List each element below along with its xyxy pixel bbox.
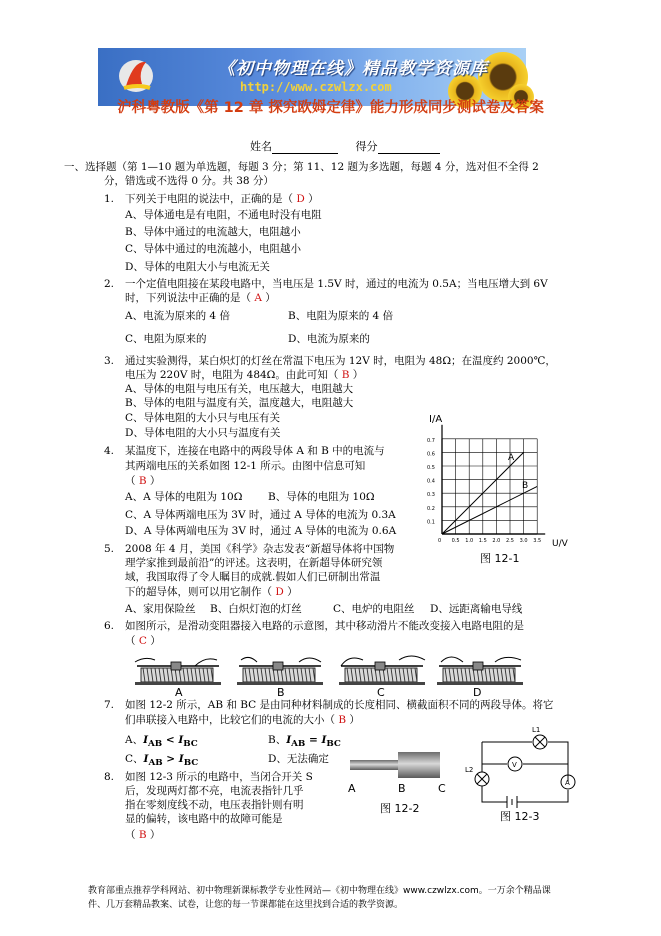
q8-stem-line-4: 显的偏转，该电路中的故障可能是: [125, 813, 283, 825]
footer-line-1: 教育部重点推荐学科网站、初中物理新课标教学专业性网站—《初中物理在线》www.czwlzx.com。一万余个精品课: [88, 886, 551, 896]
q3-option-b: B、导体的电阻与温度有关，温度越大，电阻越大: [125, 397, 354, 409]
q1-number: 1.: [104, 193, 115, 205]
q7-option-c: C、$I_{AB} > I_{BC}$: [125, 753, 199, 769]
rheostat-diagrams: [125, 648, 545, 698]
footer-line-2: 件、几万套精品教案、试卷，让您的每一节课都能在这里找到合适的教学资源。: [88, 900, 404, 910]
fig12-2-label-b: B: [398, 782, 406, 795]
q7-answer: B: [338, 714, 347, 726]
q3-option-a: A、导体的电阻与电压有关，电压越大，电阻越大: [125, 383, 354, 395]
q6-number: 6.: [104, 620, 115, 632]
conductor-thin-ab: [350, 760, 398, 770]
q8-stem-line-3: 指在零刻度线不动，电压表指针则有明: [125, 799, 304, 811]
section-line-2: 分，错选或不选得 0 分。共 38 分）: [104, 175, 274, 187]
q5-option-d: D、远距离输电导线: [430, 603, 523, 615]
q4-stem-line-1: 某温度下，连接在电路中的两段导体 A 和 B 中的电流与: [125, 445, 385, 457]
rheostat-d: [437, 657, 523, 685]
figure-12-1: [424, 410, 568, 575]
page-footer: [88, 884, 608, 912]
figure-12-2: [340, 748, 460, 818]
fig12-3-caption: 图 12-3: [500, 810, 540, 823]
q4-stem-line-2: 其两端电压的关系如图 12-1 所示。由图中信息可知: [125, 460, 366, 472]
fig12-2-label-c: C: [438, 782, 446, 795]
score-blank[interactable]: [378, 140, 440, 154]
q4-option-c: C、A 导体两端电压为 3V 时，通过 A 导体的电流为 0.3A: [125, 509, 396, 521]
q3-number: 3.: [104, 355, 115, 367]
figure-12-3: [462, 724, 582, 824]
q5-stem-line-2: 理学家推到最前沿”的评述。这表明，在新超导体研究领: [125, 557, 383, 569]
rheostat-c: [339, 656, 425, 685]
fig12-1-x-tick: 3.0: [519, 538, 528, 544]
fig12-1-x-tick: 2.0: [492, 538, 501, 544]
q5-option-b: B、白炽灯泡的灯丝: [210, 603, 302, 615]
fig12-1-y-tick: 0.1: [427, 519, 435, 526]
fig12-1-line-b: [442, 486, 537, 534]
q3-stem-line-2: 电压为 220V 时，电阻为 484Ω。由此可知（ B ）: [125, 369, 364, 381]
q2-option-d: D、电流为原来的: [288, 333, 370, 345]
q7-number: 7.: [104, 699, 115, 711]
q2-number: 2.: [104, 278, 115, 290]
rheostat-b: [237, 657, 323, 685]
q5-option-c: C、电炉的电阻丝: [333, 603, 415, 615]
q1-answer: D: [296, 193, 305, 205]
fig12-3-lamp1: L1: [532, 726, 541, 734]
fig12-1-y-tick: 0.5: [427, 465, 435, 471]
fig12-1-y-tick: 0.7: [427, 437, 435, 444]
q2-option-c: C、电阻为原来的: [125, 333, 207, 345]
q2-option-a: A、电流为原来的 4 倍: [125, 310, 230, 322]
q2-stem-line-2: 时，下列说法中正确的是（ A ）: [125, 292, 276, 304]
fig12-1-x-tick: 2.5: [506, 538, 514, 544]
section-line-1: 一、选择题（第 1—10 题为单选题，每题 3 分；第 11、12 题为多选题，每题 4 分，选对但不全得 2: [64, 161, 539, 173]
q5-option-a: A、家用保险丝: [125, 603, 196, 615]
q3-option-c: C、导体电阻的大小只与电压有关: [125, 412, 281, 424]
q7-stem-line-2: 们串联接入电路中，比较它们的电流的大小（ B ）: [125, 714, 360, 726]
q2-option-b: B、电阻为原来的 4 倍: [288, 310, 394, 322]
q1-option-c: C、导体中通过的电流越小，电阻越小: [125, 243, 302, 255]
battery-icon: [507, 796, 517, 808]
section-header: [64, 160, 539, 174]
q8-stem-line-5: （ B ）: [125, 829, 161, 841]
rheostat-label-a: A: [175, 686, 183, 699]
q7-option-b: B、$I_{AB} = I_{BC}$: [268, 734, 341, 750]
name-blank[interactable]: [272, 140, 338, 154]
fig12-3-ammeter: A: [565, 779, 570, 787]
conductor-thick-bc: [398, 752, 440, 778]
fig12-1-y-tick: 0.4: [427, 478, 435, 485]
q3-stem-line-1: 通过实验测得，某白炽灯的灯丝在常温下电压为 12V 时，电阻为 48Ω；在温度约 2000℃，: [125, 355, 556, 367]
rheostat-label-b: B: [277, 686, 285, 699]
fig12-1-x-tick: 1.5: [478, 538, 487, 544]
name-score-line: [250, 138, 440, 154]
q1-option-d: D、导体的电阻大小与电流无关: [125, 261, 270, 273]
q4-answer: B: [138, 475, 147, 487]
fig12-1-x-tick: 1.0: [465, 538, 474, 544]
q6-stem-line-1: 如图所示，是滑动变阻器接入电路的示意图，其中移动滑片不能改变接入电路电阻的是: [125, 620, 524, 632]
fig12-1-x-label: U/V: [552, 539, 568, 549]
q1-stem: 下列关于电阻的说法中，正确的是（ D ）: [125, 193, 319, 205]
q3-answer: B: [341, 369, 350, 381]
name-label: 姓名: [250, 140, 272, 153]
banner-url[interactable]: http://www.czwlzx.com: [240, 80, 392, 94]
q4-option-d: D、A 导体两端电压为 3V 时，通过 A 导体的电流为 0.6A: [125, 525, 397, 537]
score-label: 得分: [355, 140, 378, 153]
fig12-1-y-tick: 0.6: [427, 451, 435, 458]
fig12-1-line-a-label: A: [508, 453, 515, 463]
q8-answer: B: [138, 829, 147, 841]
rheostat-label-c: C: [377, 686, 385, 699]
q5-stem-line-1: 2008 年 4 月，美国《科学》杂志发表“新超导体将中国物: [125, 543, 395, 555]
q5-stem-line-3: 域，我国取得了令人瞩目的成就.假如人们已研制出常温: [125, 571, 381, 583]
q7-stem-line-1: 如图 12-2 所示，AB 和 BC 是由同种材料制成的长度相同、横截面积不同的两段导体。将它: [125, 699, 554, 711]
rheostat-label-d: D: [473, 686, 482, 699]
fig12-1-line-b-label: B: [522, 481, 529, 491]
fig12-3-lamp2: L2: [465, 766, 474, 774]
fig12-1-y-label: I/A: [429, 414, 443, 425]
fig12-1-y-tick: 0.2: [427, 505, 435, 512]
q5-answer: D: [275, 586, 284, 598]
q4-option-b: B、导体的电阻为 10Ω: [268, 491, 375, 503]
q4-stem-line-3: （ B ）: [125, 475, 161, 487]
q6-stem-line-2: （ C ）: [125, 635, 161, 647]
banner-title: 《初中物理在线》精品教学资源库: [218, 59, 488, 79]
rheostat-a: [135, 658, 221, 685]
q5-number: 5.: [104, 543, 115, 555]
fig12-3-voltmeter: V: [512, 761, 517, 769]
q7-option-a: A、$I_{AB} < I_{BC}$: [125, 734, 198, 750]
fig12-2-caption: 图 12-2: [380, 802, 420, 815]
q8-stem-line-2: 后，发现两灯都不亮，电流表指针几乎: [125, 785, 304, 797]
fig12-1-x-tick: 0.5: [451, 538, 460, 544]
q2-answer: A: [254, 292, 262, 304]
q8-stem-line-1: 如图 12-3 所示的电路中，当闭合开关 S: [125, 771, 313, 783]
fig12-2-label-a: A: [348, 782, 356, 795]
q4-option-a: A、A 导体的电阻为 10Ω: [125, 491, 243, 503]
q5-stem-line-4: 下的超导体，则可以用它制作（ D ）: [125, 586, 298, 598]
q1-option-b: B、导体中通过的电流越大，电阻越小: [125, 226, 301, 238]
q3-option-d: D、导体电阻的大小只与温度有关: [125, 427, 281, 439]
q2-stem-line-1: 一个定值电阻接在某段电路中，当电压是 1.5V 时，通过的电流为 0.5A；当电压增大到 6V: [125, 278, 548, 290]
fig12-1-x-tick: 3.5: [533, 538, 542, 544]
fig12-1-x-tick: 0: [438, 538, 442, 544]
q6-answer: C: [138, 635, 147, 647]
q4-number: 4.: [104, 445, 115, 457]
q1-option-a: A、导体通电是有电阻，不通电时没有电阻: [125, 209, 322, 221]
site-logo-icon: [116, 54, 158, 96]
page-title: 沪科粤教版《第 12 章 探究欧姆定律》能力形成同步测试卷及答案: [117, 100, 544, 116]
q8-number: 8.: [104, 771, 115, 783]
q7-option-d: D、无法确定: [268, 753, 329, 765]
fig12-1-y-tick: 0.3: [427, 492, 435, 499]
fig12-1-caption: 图 12-1: [480, 552, 520, 565]
